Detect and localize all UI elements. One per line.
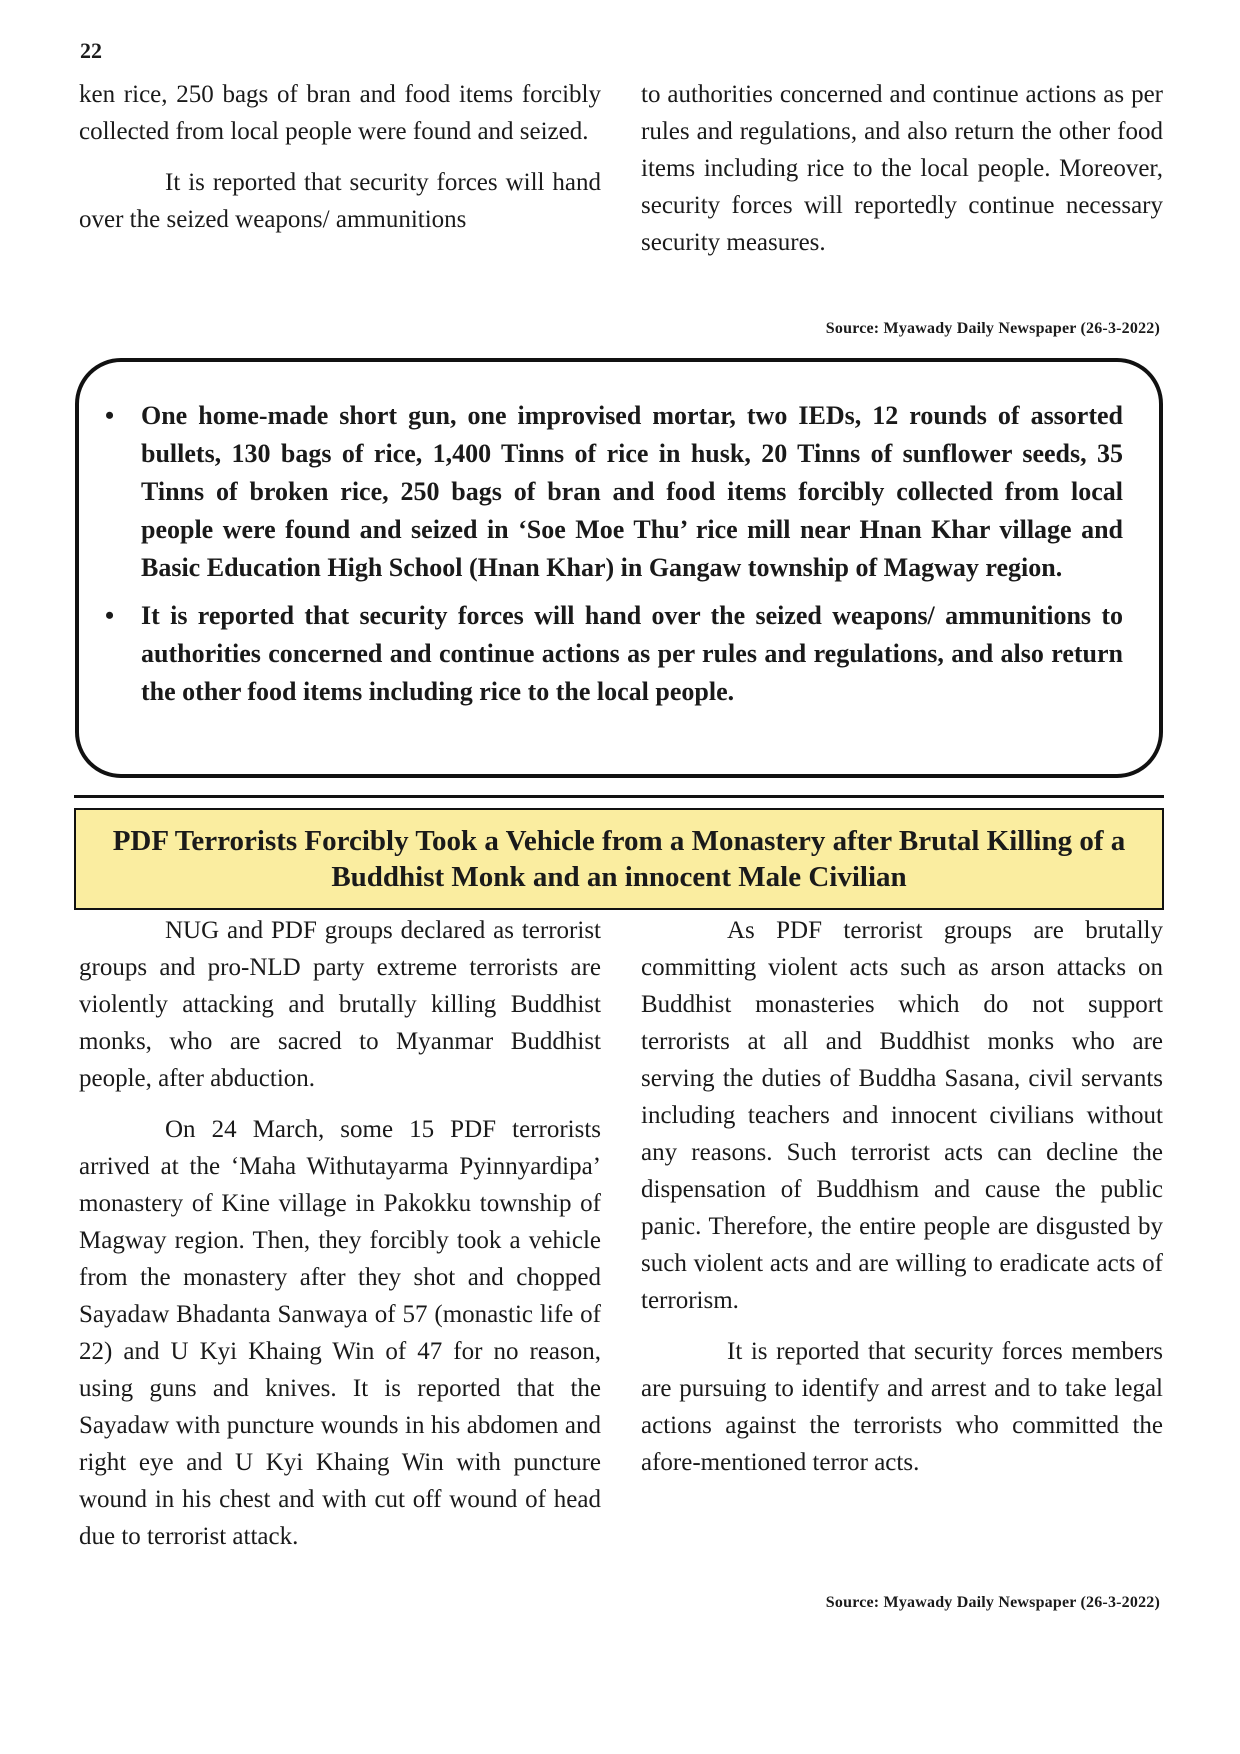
article-source-citation: Source: Myawady Daily Newspaper (26-3-2022) (825, 1594, 1160, 1611)
section-divider (74, 795, 1164, 798)
summary-item-text: It is reported that security forces will hand over the seized weapons/ ammunitions to authorities concerned and continue actions as per rules and regulations, and also return the other food items including rice to the local people. (141, 601, 1123, 706)
paragraph: As PDF terrorist groups are brutally committing violent acts such as arson attacks on Buddhist monasteries which do not support terrorists at all and Buddhist monks who are serving the duties of Buddha Sasana, civil servants including teachers and innocent civilians without any reasons. Such terrorist acts can decline the dispensation of Buddhism and cause the public panic. Therefore, the entire people are disgusted by such violent acts and are willing to eradicate acts of terrorism. (641, 917, 1163, 1314)
article-right-column (641, 912, 1163, 1495)
paragraph: to authorities concerned and continue actions as per rules and regulations, and also return the other food items including rice to the local people. Moreover, security forces will reportedly continue necessary security measures. (641, 81, 1163, 256)
page-number: 22 (80, 38, 102, 63)
article-left-column (79, 912, 601, 1569)
bullet-icon: • (105, 401, 115, 430)
summary-list-item (103, 597, 1123, 711)
paragraph: NUG and PDF groups declared as terrorist groups and pro-NLD party extreme terrorists are violently attacking and brutally killing Buddhist monks, who are sacred to Myanmar Buddhist people, after abduction. (79, 917, 601, 1092)
article-headline: PDF Terrorists Forcibly Took a Vehicle from a Monastery after Brutal Killing of a Buddhist Monk and an innocent Male Civilian (74, 808, 1164, 910)
paragraph: On 24 March, some 15 PDF terrorists arrived at the ‘Maha Withutayarma Pyinnyardipa’ monastery of Kine village in Pakokku township of Magway region. Then, they forcibly took a vehicle from the monastery after they shot and chopped Sayadaw Bhadanta Sanwaya of 57 (monastic life of 22) and U Kyi Khaing Win of 47 for no reason, using guns and knives. It is reported that the Sayadaw with puncture wounds in his abdomen and right eye and U Kyi Khaing Win with puncture wound in his chest and with cut off wound of head due to terrorist attack. (79, 1116, 601, 1550)
summary-list (103, 397, 1123, 721)
summary-item-text: One home-made short gun, one improvised mortar, two IEDs, 12 rounds of assorted bullets, 130 bags of rice, 1,400 Tinns of rice in husk, 20 Tinns of sunflower seeds, 35 Tinns of broken rice, 250 bags of bran and food items forcibly collected from local people were found and seized in ‘Soe Moe Thu’ rice mill near Hnan Khar village and Basic Education High School (Hnan Khar) in Gangaw township of Magway region. (141, 401, 1123, 582)
top-source-citation: Source: Myawady Daily Newspaper (26-3-2022) (825, 320, 1160, 337)
top-right-column (641, 76, 1163, 275)
summary-list-item (103, 397, 1123, 587)
summary-box (75, 358, 1163, 778)
paragraph: It is reported that security forces will hand over the seized weapons/ ammunitions (79, 169, 601, 233)
paragraph: ken rice, 250 bags of bran and food items forcibly collected from local people were found and seized. (79, 81, 601, 145)
top-left-column (79, 76, 601, 252)
paragraph: It is reported that security forces members are pursuing to identify and arrest and to take legal actions against the terrorists who committed the afore-mentioned terror acts. (641, 1338, 1163, 1476)
bullet-icon: • (105, 601, 115, 630)
